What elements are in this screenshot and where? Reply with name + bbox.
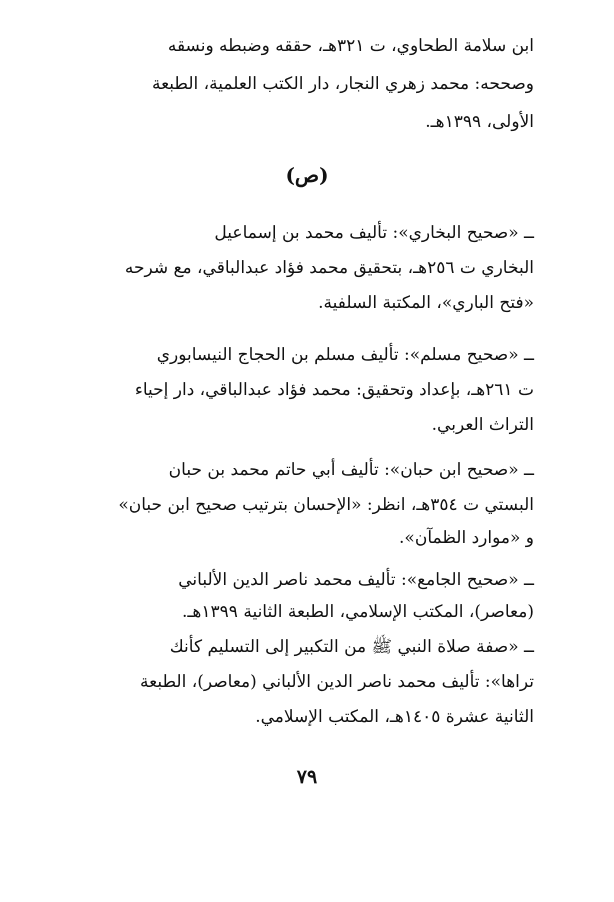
entry-line: ــ «صحيح ابن حبان»: تأليف أبي حاتم محمد بن حبان [168, 460, 534, 480]
entry-line: تراها»: تأليف محمد ناصر الدين الألباني (معاصر)، الطبعة [140, 672, 534, 692]
entry-line: «فتح الباري»، المكتبة السلفية. [318, 293, 534, 313]
entry-line: و «موارد الظمآن». [399, 528, 534, 548]
entry-line: ــ «صحيح الجامع»: تأليف محمد ناصر الدين الألباني [178, 570, 534, 590]
entry-line: البستي ت ٣٥٤هـ، انظر: «الإحسان بترتيب صحيح ابن حبان» [118, 495, 534, 515]
entry-line: ــ «صحيح البخاري»: تأليف محمد بن إسماعيل [214, 223, 534, 243]
entry-line: ت ٢٦١هـ، بإعداد وتحقيق: محمد فؤاد عبدالباقي، دار إحياء [134, 380, 534, 400]
entry-line: التراث العربي. [431, 415, 534, 435]
page-number: ٧٩ [296, 766, 318, 788]
section-heading: (ص) [285, 163, 329, 187]
entry-line: البخاري ت ٢٥٦هـ، بتحقيق محمد فؤاد عبدالباقي، مع شرحه [124, 258, 534, 278]
entry-line: ــ «صفة صلاة النبي ﷺ من التكبير إلى التسليم كأنك [169, 637, 534, 657]
continuation-line: ابن سلامة الطحاوي، ت ٣٢١هـ، حققه وضبطه ونسقه [167, 36, 534, 56]
entry-line: ــ «صحيح مسلم»: تأليف مسلم بن الحجاج النيسابوري [156, 345, 534, 365]
entry-line: (معاصر)، المكتب الإسلامي، الطبعة الثانية ١٣٩٩هـ. [182, 602, 534, 622]
continuation-line: الأولى، ١٣٩٩هـ. [425, 112, 534, 132]
entry-line: الثانية عشرة ١٤٠٥هـ، المكتب الإسلامي. [255, 707, 534, 727]
continuation-line: وصححه: محمد زهري النجار، دار الكتب العلمية، الطبعة [151, 74, 534, 94]
